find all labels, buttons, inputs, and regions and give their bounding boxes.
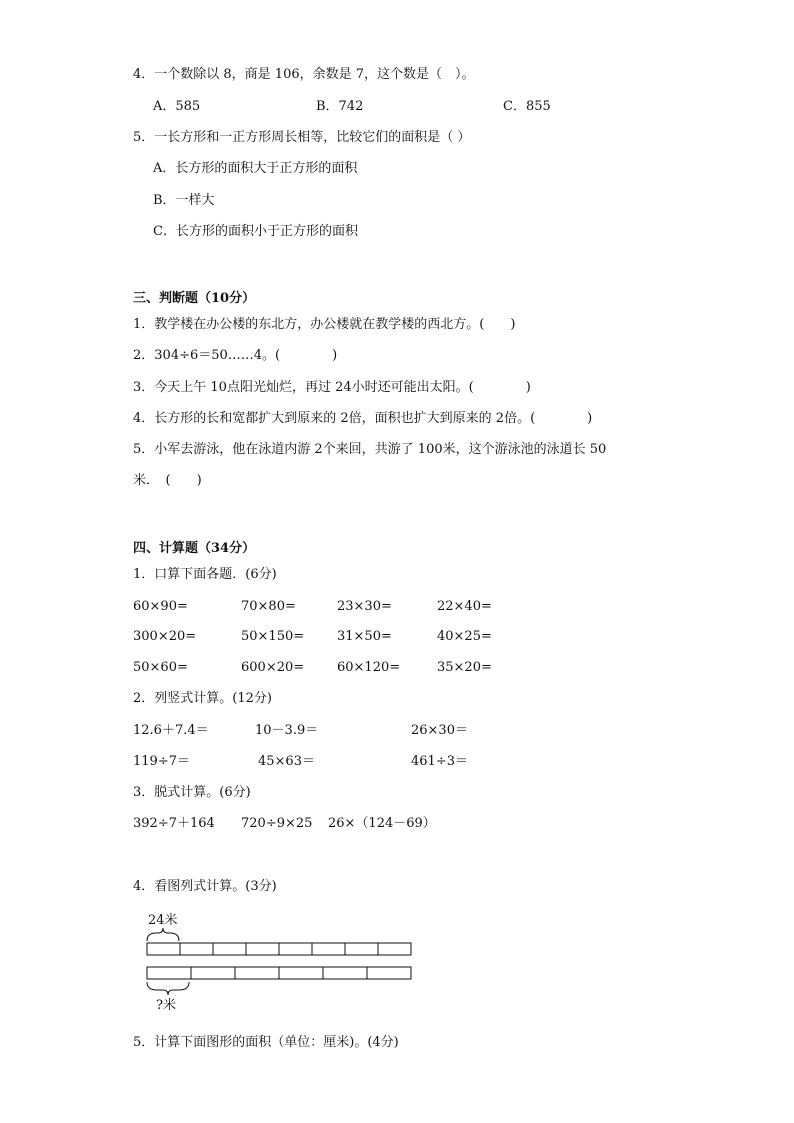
bottom-bar-segment bbox=[323, 967, 367, 979]
top-bar-segment bbox=[246, 943, 279, 955]
top-bar-segment bbox=[147, 943, 180, 955]
oral-calc-item: 40×25= bbox=[437, 629, 492, 644]
top-bar-segment bbox=[312, 943, 345, 955]
calc-q5-label: 5．计算下面图形的面积（单位：厘米)。(4分) bbox=[133, 1035, 399, 1050]
judge-item-5-cont: 米． ( ) bbox=[133, 473, 202, 488]
mc-q5-option-c: C．长方形的面积小于正方形的面积 bbox=[153, 224, 358, 239]
mc-q5-stem: 5．一长方形和一正方形周长相等，比较它们的面积是（ ） bbox=[133, 130, 471, 145]
top-bar bbox=[147, 943, 411, 955]
judge-section-title: 三、判断题（10分） bbox=[133, 291, 256, 306]
calc-q4-label: 4．看图列式计算。(3分) bbox=[133, 879, 277, 894]
vertical-calc-item: 10－3.9＝ bbox=[255, 723, 319, 738]
mc-q4-option-b: B．742 bbox=[316, 99, 364, 114]
vertical-calc-item: 461÷3＝ bbox=[411, 754, 468, 769]
vertical-calc-item: 45×63＝ bbox=[258, 754, 315, 769]
judge-item-1: 1．教学楼在办公楼的东北方，办公楼就在教学楼的西北方。( ) bbox=[133, 317, 516, 332]
stepwise-calc-item: 392÷7＋164 bbox=[133, 816, 215, 831]
oral-calc-item: 70×80= bbox=[241, 599, 296, 614]
judge-item-2: 2．304÷6＝50……4。( ) bbox=[133, 348, 338, 363]
vertical-calc-item: 119÷7＝ bbox=[133, 754, 190, 769]
oral-calc-item: 35×20= bbox=[437, 660, 492, 675]
mc-q4-option-c: C．855 bbox=[503, 99, 551, 114]
top-bar-segment bbox=[213, 943, 246, 955]
top-length-label: 24米 bbox=[148, 913, 178, 928]
mc-q4-option-a: A．585 bbox=[153, 99, 201, 114]
oral-calc-item: 60×90= bbox=[133, 599, 188, 614]
mc-q4-stem: 4．一个数除以 8，商是 106，余数是 7，这个数是（ ）。 bbox=[133, 67, 475, 82]
vertical-calc-item: 12.6＋7.4＝ bbox=[133, 723, 209, 738]
oral-calc-item: 31×50= bbox=[337, 629, 392, 644]
oral-calc-item: 60×120= bbox=[337, 660, 401, 675]
calc-q2-label: 2．列竖式计算。(12分) bbox=[133, 691, 272, 706]
oral-calc-item: 50×60= bbox=[133, 660, 188, 675]
judge-item-4: 4．长方形的长和宽都扩大到原来的 2倍，面积也扩大到原来的 2倍。( ) bbox=[133, 411, 593, 426]
oral-calc-item: 50×150= bbox=[241, 629, 305, 644]
top-brace bbox=[147, 928, 179, 941]
judge-item-3: 3．今天上午 10点阳光灿烂，再过 24小时还可能出太阳。( ) bbox=[133, 380, 531, 395]
bottom-bar-segment bbox=[279, 967, 323, 979]
mc-q5-option-b: B．一样大 bbox=[153, 193, 215, 208]
calc-section-title: 四、计算题（34分） bbox=[133, 541, 256, 556]
top-bar-segment bbox=[378, 943, 411, 955]
bottom-bar-segment bbox=[235, 967, 279, 979]
calc-q1-label: 1．口算下面各题．(6分) bbox=[133, 567, 277, 582]
judge-item-5: 5．小军去游泳，他在泳道内游 2个来回，共游了 100米，这个游泳池的泳道长 50 bbox=[133, 442, 607, 457]
bottom-brace bbox=[147, 982, 189, 995]
top-bar-segment bbox=[345, 943, 378, 955]
top-bar-segment bbox=[180, 943, 213, 955]
oral-calc-item: 22×40= bbox=[437, 599, 492, 614]
stepwise-calc-item: 720÷9×25 bbox=[241, 816, 313, 831]
oral-calc-item: 23×30= bbox=[337, 599, 392, 614]
stepwise-calc-item: 26×（124－69） bbox=[328, 816, 436, 831]
calc-q3-label: 3．脱式计算。(6分) bbox=[133, 785, 251, 800]
vertical-calc-item: 26×30＝ bbox=[411, 723, 468, 738]
bottom-bar-segment bbox=[367, 967, 411, 979]
bottom-bar bbox=[147, 967, 411, 979]
mc-q5-option-a: A．长方形的面积大于正方形的面积 bbox=[153, 161, 358, 176]
top-bar-segment bbox=[279, 943, 312, 955]
oral-calc-item: 300×20= bbox=[133, 629, 197, 644]
oral-calc-item: 600×20= bbox=[241, 660, 305, 675]
bottom-bar-segment bbox=[147, 967, 191, 979]
bottom-length-label: ?米 bbox=[156, 998, 176, 1013]
bottom-bar-segment bbox=[191, 967, 235, 979]
